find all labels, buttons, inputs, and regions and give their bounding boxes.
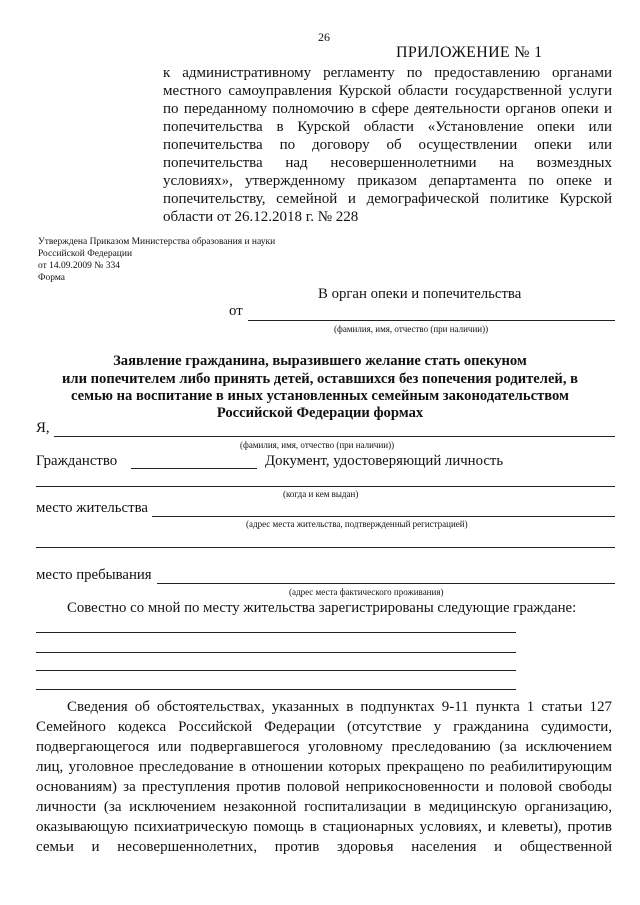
approval-line: Форма (38, 273, 66, 283)
residence-label: место жительства (36, 500, 148, 516)
i-label: Я, (36, 420, 50, 436)
co-resident-line[interactable] (36, 652, 516, 653)
appendix-line: попечительства в Курской области «Установление опеки или (163, 119, 612, 135)
co-resident-line[interactable] (36, 670, 516, 671)
approval-line: от 14.09.2009 № 334 (38, 261, 120, 271)
info-paragraph-line: оказывающую психиатрическую помощь в стационарных условиях, и клеветы), против (36, 819, 612, 835)
stay-caption: (адрес места фактического проживания) (289, 587, 444, 597)
addressee-from-field[interactable] (248, 320, 615, 321)
statement-title-line: Заявление гражданина, выразившего желание стать опекуном (113, 353, 527, 369)
stay-label: место пребывания (36, 567, 152, 583)
statement-title-line: или попечителем либо принять детей, оставшихся без попечения родителей, в (61, 371, 579, 387)
appendix-line: к административному регламенту по предоставлению органами (163, 65, 612, 81)
info-paragraph-line: семьи и несовершеннолетних, против здоровья населения и общественной (36, 839, 612, 855)
document-field[interactable] (36, 486, 615, 487)
info-paragraph-line: Сведения об обстоятельствах, указанных в подпунктах 9-11 пункта 1 статьи 127 (67, 699, 612, 715)
co-resident-line[interactable] (36, 632, 516, 633)
residence-field[interactable] (152, 516, 615, 517)
appendix-line: условиях», утвержденному приказом департамента по опеке и (163, 173, 612, 189)
info-paragraph-line: личности (за исключением незаконной госпитализации в медицинскую организацию, (36, 799, 612, 815)
appendix-line: по переданному полномочию в сфере деятельности органов опеки и (163, 101, 612, 117)
info-paragraph-line: лиц, уголовное преследование в отношении которых прекращено по реабилитирующим (36, 759, 612, 775)
info-paragraph-line: подвергающегося или подвергавшегося уголовному преследованию (за исключением (36, 739, 612, 755)
residence-caption: (адрес места жительства, подтвержденный регистрацией) (246, 519, 468, 529)
addressee-from-caption: (фамилия, имя, отчество (при наличии)) (334, 324, 489, 334)
appendix-line: местного самоуправления Курской области государственной услуги (163, 83, 612, 99)
co-residents-text: Совестно со мной по месту жительства зарегистрированы следующие граждане: (67, 600, 577, 616)
co-resident-line[interactable] (36, 689, 516, 690)
citizenship-label: Гражданство (36, 453, 118, 469)
info-paragraph-line: Семейного кодекса Российской Федерации (отсутствие у гражданина судимости, (36, 719, 612, 735)
appendix-line: попечительства по договору об осуществлении опеки или (163, 137, 612, 153)
document-caption: (когда и кем выдан) (283, 489, 359, 499)
appendix-line: области от 26.12.2018 г. № 228 (163, 209, 359, 225)
residence-field-extra[interactable] (36, 547, 615, 548)
stay-field[interactable] (157, 583, 615, 584)
page-number: 26 (318, 30, 330, 44)
full-name-field[interactable] (54, 436, 615, 437)
document-label: Документ, удостоверяющий личность (265, 453, 504, 469)
info-paragraph-line: основаниям) за преступления против половой неприкосновенности и половой свободы (36, 779, 612, 795)
appendix-line: попечительства над несовершеннолетними на возмездных (163, 155, 612, 171)
approval-line: Утверждена Приказом Министерства образования и науки (38, 237, 276, 247)
statement-title-line: семью на воспитание в иных установленных семейным законодательством (71, 388, 569, 404)
appendix-title: ПРИЛОЖЕНИЕ № 1 (396, 44, 543, 61)
addressee-from-label: от (229, 303, 243, 319)
citizenship-field[interactable] (131, 468, 257, 469)
full-name-caption: (фамилия, имя, отчество (при наличии)) (240, 440, 395, 450)
approval-line: Российской Федерации (38, 249, 133, 259)
addressee-to: В орган опеки и попечительства (318, 286, 522, 302)
statement-title-line: Российской Федерации формах (216, 405, 424, 421)
appendix-line: попечительству, семейной и демографической политике Курской (163, 191, 612, 207)
